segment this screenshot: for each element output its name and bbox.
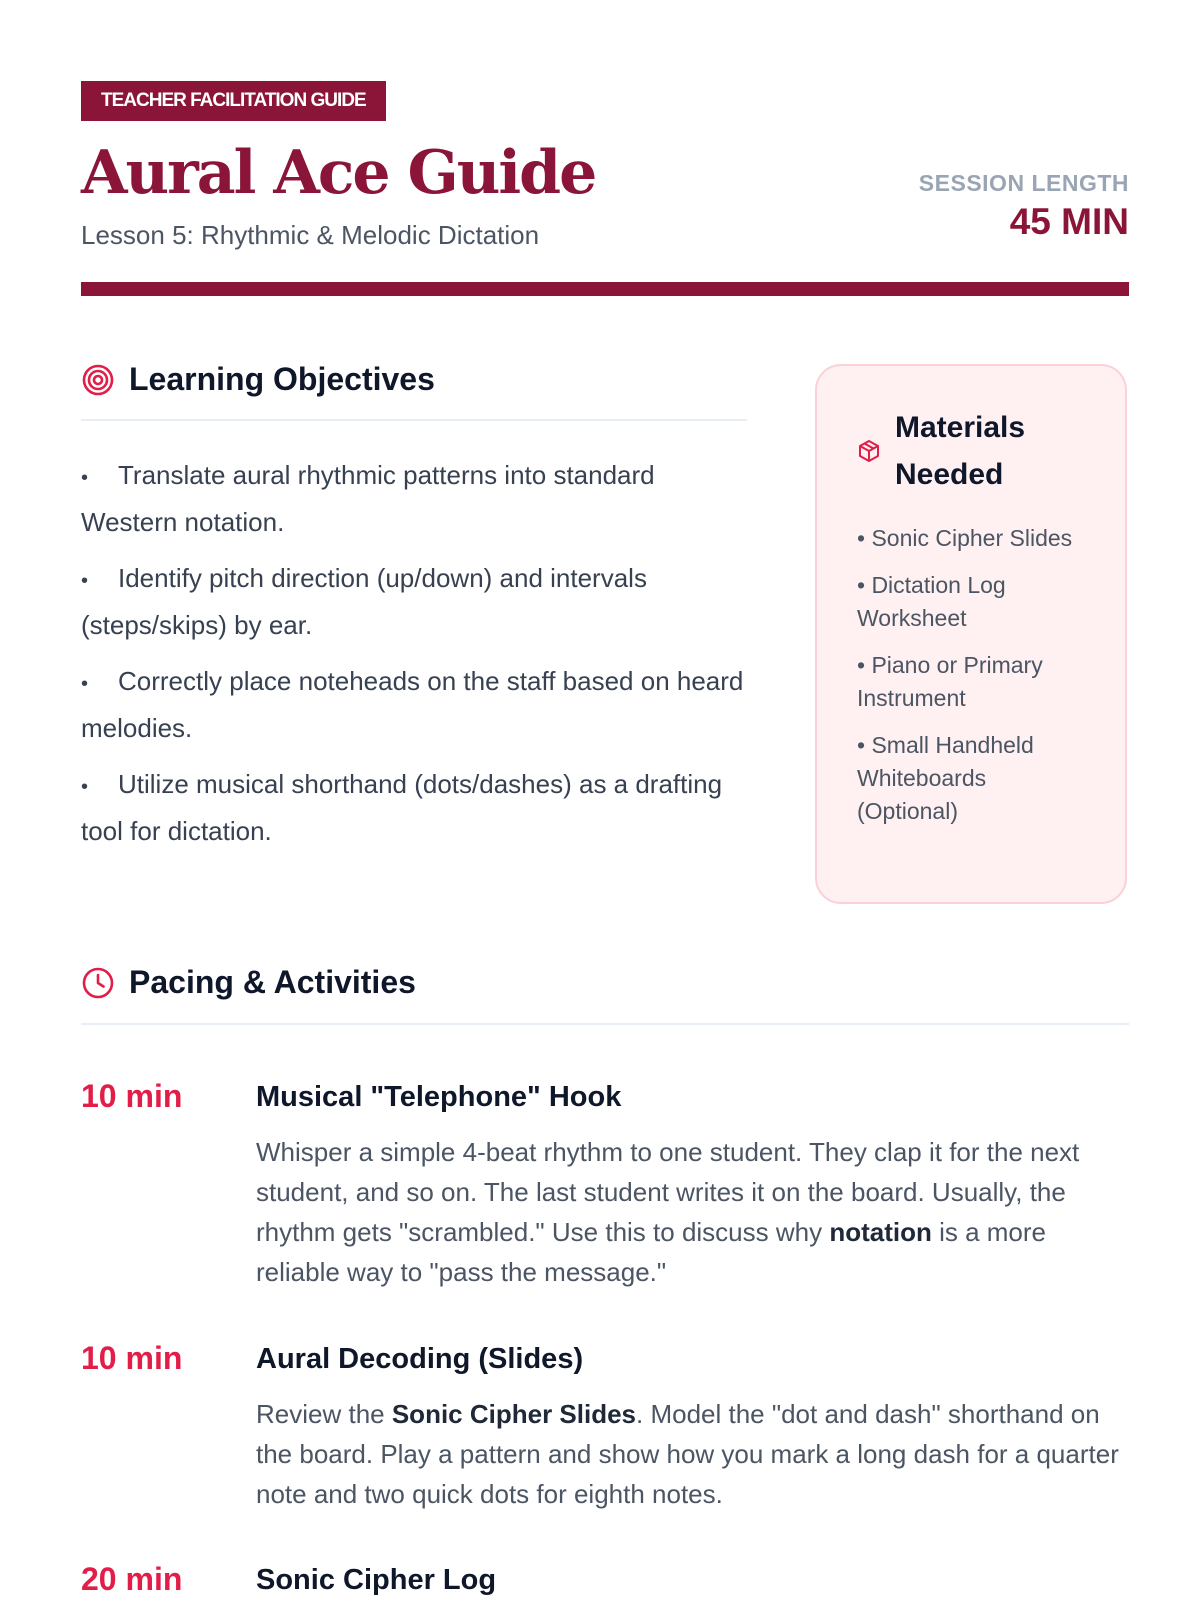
pacing-divider xyxy=(81,1023,1129,1025)
activity-body xyxy=(256,1340,1126,1514)
list-item: • Dictation Log Worksheet xyxy=(857,572,1006,631)
activity-description: Whisper a simple 4-beat rhythm to one student. They clap it for the next student, and so on. The last student writes it on the board. Usually, the rhythm gets "scrambled." Use this to discuss why notation is a more reliable way to "pass the message." xyxy=(256,1137,1080,1287)
list-item: • Piano or Primary Instrument xyxy=(857,652,1043,711)
target-icon xyxy=(81,363,115,397)
lesson-subtitle: Lesson 5: Rhythmic & Melodic Dictation xyxy=(81,220,540,250)
activity-description: Review the Sonic Cipher Slides. Model the "dot and dash" shorthand on the board. Play a pattern and show how you mark a long dash for a quarter note and two quick dots for eighth notes. xyxy=(256,1399,1119,1509)
activity-time: 10 min xyxy=(81,1340,183,1376)
session-length xyxy=(919,170,1129,243)
activity-time: 20 min xyxy=(81,1561,183,1597)
activity-title: Musical "Telephone" Hook xyxy=(256,1081,622,1113)
session-length-label: SESSION LENGTH xyxy=(918,170,1129,196)
list-item: • Sonic Cipher Slides xyxy=(857,525,1073,551)
list-item: • Correctly place noteheads on the staff based on heard melodies. xyxy=(81,666,744,743)
materials-list xyxy=(857,522,1085,828)
pacing-title: Pacing & Activities xyxy=(129,964,416,1000)
materials-card xyxy=(815,364,1127,904)
clock-icon xyxy=(81,966,115,1000)
guide-type-badge: TEACHER FACILITATION GUIDE xyxy=(81,81,386,121)
box-icon xyxy=(857,439,881,463)
session-length-value: 45 MIN xyxy=(1009,201,1129,242)
objectives-divider xyxy=(81,419,747,421)
objectives-title: Learning Objectives xyxy=(129,361,435,397)
activity-body xyxy=(256,1561,1126,1599)
page-title: Aural Ace Guide xyxy=(81,138,596,208)
list-item: • Utilize musical shorthand (dots/dashes) as a drafting tool for dictation. xyxy=(81,769,723,846)
list-item: • Translate aural rhythmic patterns into standard Western notation. xyxy=(81,460,655,537)
list-item: • Small Handheld Whiteboards (Optional) xyxy=(857,732,1034,824)
materials-heading xyxy=(857,404,1085,498)
activity-time: 10 min xyxy=(81,1078,183,1114)
objectives-list xyxy=(81,453,751,865)
activity-body xyxy=(256,1078,1126,1292)
pacing-heading xyxy=(81,964,416,1001)
activity-title: Aural Decoding (Slides) xyxy=(256,1343,584,1375)
materials-title: Materials Needed xyxy=(895,411,1026,491)
objectives-heading xyxy=(81,361,435,398)
header-divider xyxy=(81,282,1129,296)
activity-title: Sonic Cipher Log xyxy=(256,1564,497,1596)
list-item: • Identify pitch direction (up/down) and intervals (steps/skips) by ear. xyxy=(81,563,647,640)
